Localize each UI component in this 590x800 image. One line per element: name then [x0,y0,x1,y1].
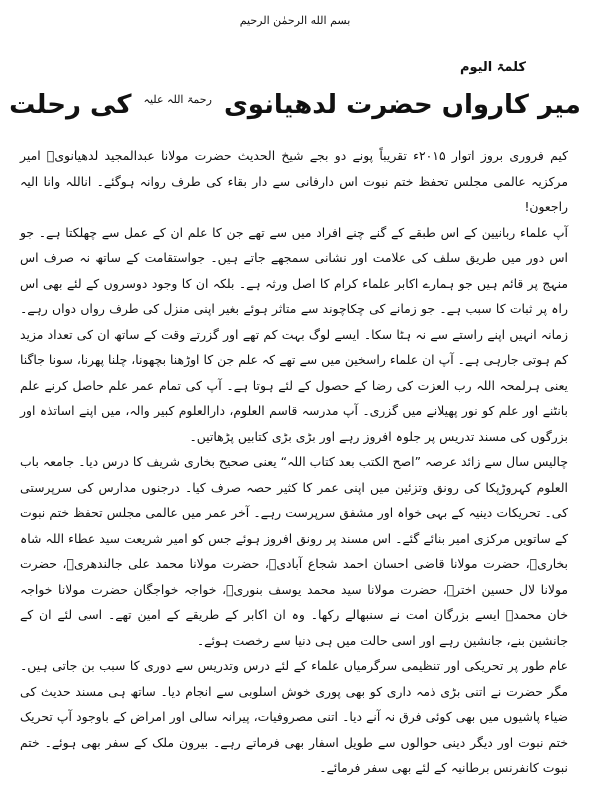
article-paragraph: عام طور پر تحریکی اور تنظیمی سرگرمیاں علماء کے لئے درس وتدریس سے دوری کا سبب بن جاتی ہیں۔ مگر حضرت نے اتنی بڑی ذمہ داری کو بھی پوری خوش اسلوبی سے انجام دیا۔ ساتھ ہی مسند حدیث کی ضیاء پاشیوں میں بھی کوئی فرق نہ آنے دیا۔ اتنی مصروفیات، پیرانہ سالی اور امراض کے باوجود آپ تحریک ختم نبوت اور دیگر دینی حوالوں سے طویل اسفار بھی فرماتے رہے۔ بیرون ملک کے سفر بھی ہوئے۔ ختم نبوت کانفرنس برطانیہ کے لئے بھی سفر فرمائے۔ [20,658,568,775]
article-paragraph: چالیس سال سے زائد عرصہ ”اصح الکتب بعد کتاب اللہ“ یعنی صحیح بخاری شریف کا درس دیا۔ جامعہ باب العلوم کہروڑپکا کی رونق وتزئین میں اپنی عمر کا کثیر حصہ صرف کیا۔ درجنوں مدارس کی سرپرستی کی۔ تحریکات دینیہ کے بہی خواہ اور مشفق سرپرست رہے۔ آخر عمر میں عالمی مجلس تحفظ ختم نبوت کے ساتویں مرکزی امیر بنائے گئے۔ اس مسند پر رونق افروز ہوئے جس کو امیر شریعت سید عطاء اللہ شاہ بخاریؒ، حضرت مولانا قاضی احسان احمد شجاع آبادیؒ، حضرت مولانا محمد علی جالندھریؒ، حضرت مولانا لال حسین اخترؒ، حضرت مولانا سید محمد یوسف بنوریؒ، خواجہ خواجگان حضرت مولانا خواجہ خان محمدؒ ایسے بزرگان امت نے سنبھالے رکھا۔ وہ ان اکابر کے طریقے کے امین تھے۔ اسی لئے ان کے جانشین بنے، جانشین رہے اور اسی حالت میں ہی دنیا سے رخصت ہوئے۔ [20,454,568,648]
honorific-calligraphy: رحمۃ اللہ علیہ [143,93,212,107]
title-text-main: میر کارواں حضرت لدھیانوی [223,90,581,120]
bismillah-calligraphy: بسم الله الرحمٰن الرحیم [239,14,351,27]
article-body [20,143,568,781]
article-title [0,90,590,120]
article-paragraph: کیم فروری بروز اتوار ۲۰۱۵ء تقریباً پونے دو بجے شیخ الحدیث حضرت مولانا عبدالمجید لدھیانویؒ امیر مرکزیہ عالمی مجلس تحفظ ختم نبوت اس دارفانی سے دار بقاء کی طرف روانہ ہوگئے۔ اناللہ وانا الیہ راجعون! [20,148,568,214]
article-paragraph: آپ علماء ربانیین کے اس طبقے کے گنے چنے افراد میں سے تھے جن کا علم ان کے عمل سے چھلکتا ہے۔ جو اس دور میں طریق سلف کی علامت اور نشانی سمجھے جاتے ہیں۔ جواستقامت کے ساتھ نہ صرف اس منہج پر قائم ہیں جو ہمارے اکابر علماء کرام کا اصل ورثہ ہے۔ بلکہ ان کا وجود دوسروں کے لئے بھی اس راہ پر ثبات کا سبب ہے۔ جو زمانے کی چکاچوند سے متاثر ہوئے بغیر اپنی منزل کی طرف رواں دواں رہے۔ زمانہ انہیں اپنے راستے سے نہ ہٹا سکا۔ ایسے لوگ بہت کم تھے اور گزرتے وقت کے ساتھ ان کی تعداد مزید کم ہوتی جارہی ہے۔ آپ ان علماء راسخین میں سے تھے کہ علم جن کا اوڑھنا بچھونا، چلنا پھرنا، سونا جاگنا یعنی ہرلمحہ اللہ رب العزت کی رضا کے حصول کے لئے ہوتا ہے۔ آپ کی تمام عمر علم حاصل کرنے علم بانٹنے اور علم کو نور پھیلانے میں گزری۔ آپ مدرسہ قاسم العلوم، دارالعلوم کبیر والہ، میں اپنے اساتذہ اور بزرگوں کی مسند تدریس پر جلوہ افروز رہے اور بڑی بڑی کتابیں پڑھاتیں۔ [20,224,568,444]
title-text-end: کی رحلت [9,90,132,120]
column-label: کلمۃ الیوم [459,60,526,75]
